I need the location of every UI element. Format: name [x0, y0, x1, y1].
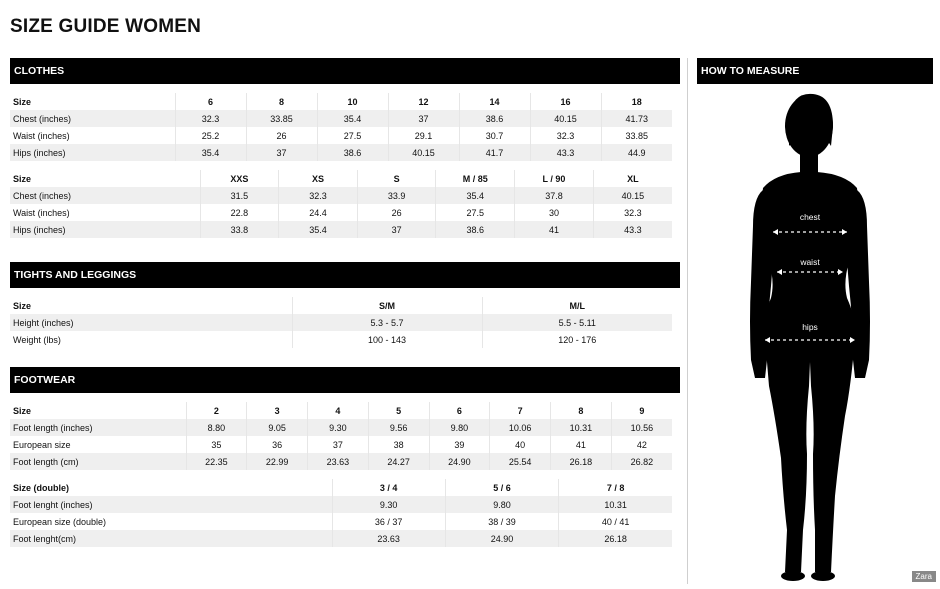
row-label: Hips (inches)	[10, 221, 200, 238]
table-cell: 33.9	[357, 187, 436, 204]
table-row	[10, 204, 672, 221]
table-cell: 3	[247, 402, 308, 419]
row-label: Size	[10, 170, 200, 187]
table-cell: 9.30	[308, 419, 369, 436]
table-cell: 37	[357, 221, 436, 238]
table-row	[10, 453, 672, 470]
table-row	[10, 496, 672, 513]
table-cell: 23.63	[332, 530, 445, 547]
table-cell: 5 / 6	[445, 479, 558, 496]
table-header-row	[10, 93, 672, 110]
row-label: Size	[10, 93, 175, 110]
table-cell: 38.6	[317, 144, 388, 161]
table-cell: 27.5	[436, 204, 515, 221]
table-cell: 24.90	[445, 530, 558, 547]
table-cell: 25.2	[175, 127, 246, 144]
table-cell: 10.31	[559, 496, 672, 513]
table-cell: 31.5	[200, 187, 279, 204]
table-row	[10, 110, 672, 127]
table-header-row	[10, 402, 672, 419]
table-cell: 10.06	[490, 419, 551, 436]
row-label: Foot length (cm)	[10, 453, 186, 470]
table-cell: 9.30	[332, 496, 445, 513]
table-cell: 42	[636, 439, 647, 450]
table-cell: L / 90	[515, 170, 594, 187]
table-cell: 35.4	[175, 144, 246, 161]
row-label: Height (inches)	[10, 314, 292, 331]
table-cell: M / 85	[436, 170, 515, 187]
row-label: Chest (inches)	[10, 187, 200, 204]
table-cell: 7 / 8	[606, 482, 625, 493]
table-cell: 26.18	[551, 453, 612, 470]
tights-section	[10, 262, 680, 348]
table-cell: 39	[429, 436, 490, 453]
row-label: Chest (inches)	[10, 110, 175, 127]
table-row	[10, 331, 672, 348]
table-cell: 38.6	[436, 221, 515, 238]
clothes-header: CLOTHES	[10, 58, 680, 84]
table-cell: 6	[175, 93, 246, 110]
table-cell: 41	[551, 436, 612, 453]
table-cell: 37	[308, 436, 369, 453]
table-cell: 40.15	[388, 144, 459, 161]
hips-label: hips	[802, 322, 818, 332]
table-cell: 22.35	[186, 453, 247, 470]
table-cell: 30	[515, 204, 594, 221]
table-cell: 33.85	[625, 130, 649, 141]
table-cell: 40 / 41	[601, 516, 630, 527]
table-cell: 9	[639, 405, 645, 416]
table-cell: S/M	[292, 297, 482, 314]
table-cell: M/L	[569, 300, 585, 311]
table-cell: XXS	[200, 170, 279, 187]
table-cell: 35	[186, 436, 247, 453]
table-row	[10, 530, 672, 547]
row-label: Hips (inches)	[10, 144, 175, 161]
table-cell: 41.7	[459, 144, 530, 161]
row-label: European size (double)	[10, 513, 332, 530]
table-cell: 22.99	[247, 453, 308, 470]
clothes-numeric-size-table	[10, 93, 672, 161]
table-cell: 38	[368, 436, 429, 453]
table-cell: 10	[317, 93, 388, 110]
tights-header: TIGHTS AND LEGGINGS	[10, 262, 680, 288]
table-cell: 38.6	[459, 110, 530, 127]
table-cell: 25.54	[490, 453, 551, 470]
table-cell: 3 / 4	[332, 479, 445, 496]
table-cell: 41	[515, 221, 594, 238]
table-cell: 41.73	[601, 110, 672, 127]
table-cell: 32.3	[530, 127, 601, 144]
table-cell: 16	[530, 93, 601, 110]
table-cell: 9.80	[445, 496, 558, 513]
table-cell: 14	[459, 93, 530, 110]
table-cell: S	[357, 170, 436, 187]
table-cell: 10.31	[551, 419, 612, 436]
table-cell: 35.4	[279, 221, 358, 238]
table-cell: XS	[279, 170, 358, 187]
table-row	[10, 513, 672, 530]
table-cell: 9.80	[429, 419, 490, 436]
table-cell: 7	[490, 402, 551, 419]
table-cell: 32.3	[624, 207, 642, 218]
how-to-measure-panel	[697, 58, 933, 332]
table-cell: 8.80	[186, 419, 247, 436]
table-cell: 37.8	[515, 187, 594, 204]
row-label: Weight (lbs)	[10, 331, 292, 348]
row-label: Foot lenght(cm)	[10, 530, 332, 547]
table-cell: 22.8	[200, 204, 279, 221]
table-cell: 26.18	[559, 530, 672, 547]
table-cell: 18	[631, 96, 642, 107]
table-cell: 40.15	[593, 187, 672, 204]
table-cell: 30.7	[459, 127, 530, 144]
table-cell: 36	[247, 436, 308, 453]
table-cell: 5.3 - 5.7	[292, 314, 482, 331]
table-cell: 4	[308, 402, 369, 419]
table-row	[10, 144, 672, 161]
body-silhouette-figure	[697, 86, 933, 584]
row-label: Size	[10, 297, 292, 314]
table-cell: 27.5	[317, 127, 388, 144]
table-cell: 26	[246, 127, 317, 144]
table-cell: 35.4	[317, 110, 388, 127]
table-cell: 5	[368, 402, 429, 419]
table-cell: 35.4	[436, 187, 515, 204]
body-silhouette	[697, 86, 933, 584]
page-title: SIZE GUIDE WOMEN	[10, 16, 202, 37]
image-credit: Zara	[912, 571, 936, 582]
table-cell: 12	[388, 93, 459, 110]
table-row	[10, 314, 672, 331]
table-cell: 37	[388, 110, 459, 127]
table-row	[10, 221, 672, 238]
waist-label: waist	[800, 257, 820, 267]
table-cell: 33.85	[246, 110, 317, 127]
table-header-row	[10, 297, 672, 314]
table-cell: 24.27	[368, 453, 429, 470]
table-cell: 40.15	[530, 110, 601, 127]
row-label: Waist (inches)	[10, 127, 175, 144]
table-cell: 5.5 - 5.11	[482, 314, 672, 331]
table-cell: 32.3	[175, 110, 246, 127]
table-cell: 37	[246, 144, 317, 161]
table-cell: 26	[357, 204, 436, 221]
panel-divider	[687, 58, 688, 584]
table-cell: 2	[186, 402, 247, 419]
clothes-letter-size-table	[10, 170, 672, 238]
table-row	[10, 419, 672, 436]
table-cell: 100 - 143	[292, 331, 482, 348]
table-row	[10, 127, 672, 144]
table-cell: 43.3	[530, 144, 601, 161]
table-cell: 9.05	[247, 419, 308, 436]
table-row	[10, 187, 672, 204]
how-to-measure-header: HOW TO MEASURE	[697, 58, 933, 84]
row-label: Size	[10, 402, 186, 419]
table-cell: 24.4	[279, 204, 358, 221]
table-cell: 44.9	[601, 144, 672, 161]
table-cell: 23.63	[308, 453, 369, 470]
table-cell: XL	[627, 173, 639, 184]
row-label: Size (double)	[10, 479, 332, 496]
row-label: Waist (inches)	[10, 204, 200, 221]
table-header-row	[10, 479, 672, 496]
clothes-section	[10, 58, 680, 238]
chest-label: chest	[799, 212, 821, 222]
row-label: Foot lenght (inches)	[10, 496, 332, 513]
table-cell: 120 - 176	[558, 334, 597, 345]
footwear-header: FOOTWEAR	[10, 367, 680, 393]
footwear-section	[10, 367, 680, 547]
row-label: Foot length (inches)	[10, 419, 186, 436]
table-cell: 33.8	[200, 221, 279, 238]
table-cell: 40	[490, 436, 551, 453]
table-cell: 38 / 39	[445, 513, 558, 530]
table-cell: 36 / 37	[332, 513, 445, 530]
table-cell: 43.3	[593, 221, 672, 238]
row-label: European size	[10, 436, 186, 453]
table-cell: 29.1	[388, 127, 459, 144]
table-cell: 9.56	[368, 419, 429, 436]
table-cell: 8	[246, 93, 317, 110]
table-row	[10, 436, 672, 453]
footwear-size-table	[10, 402, 672, 470]
table-cell: 10.56	[611, 419, 672, 436]
table-cell: 6	[429, 402, 490, 419]
table-cell: 8	[551, 402, 612, 419]
table-cell: 32.3	[279, 187, 358, 204]
table-header-row	[10, 170, 672, 187]
tights-size-table	[10, 297, 672, 348]
table-cell: 26.82	[611, 453, 672, 470]
table-cell: 24.90	[429, 453, 490, 470]
footwear-double-size-table	[10, 479, 672, 547]
